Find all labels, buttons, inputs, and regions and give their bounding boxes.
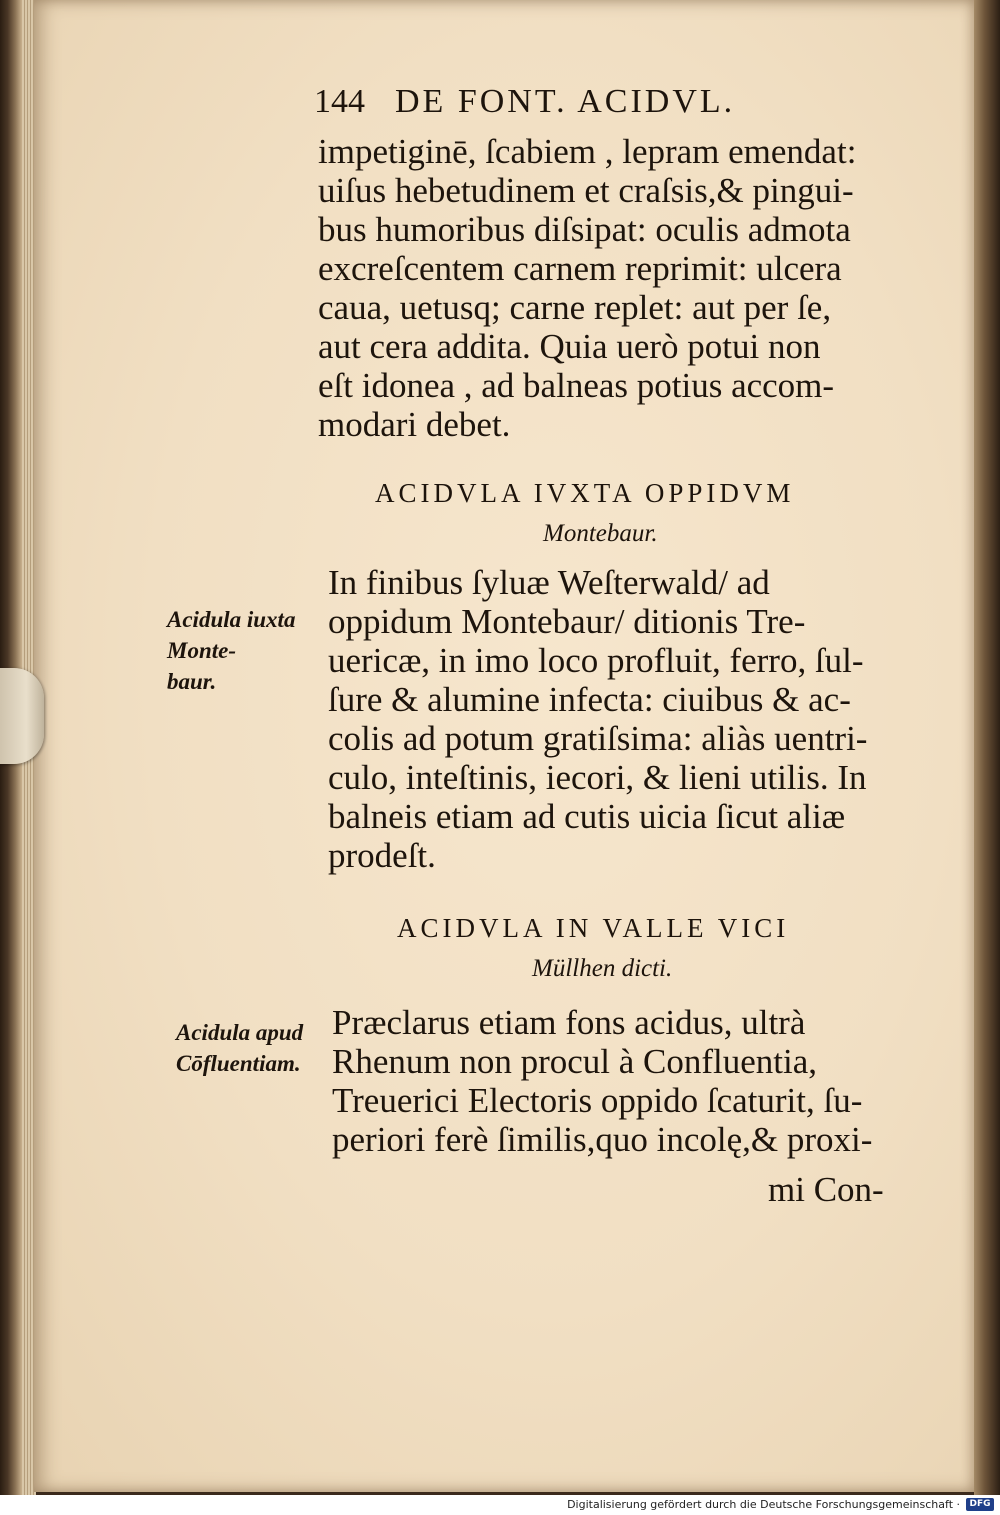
footer-credit: Digitalisierung gefördert durch die Deutsche Forschungsgemeinschaft · <box>567 1498 960 1511</box>
margin-note-line: Cōfluentiam. <box>176 1051 301 1076</box>
text-line: uericæ, in imo loco profluit, ferro, ſul- <box>328 641 864 680</box>
margin-note-line: Acidula iuxta <box>167 607 296 632</box>
section-heading: ACIDVLA IN VALLE VICI <box>397 913 790 943</box>
margin-note <box>176 1017 303 1079</box>
catchword: mi Con- <box>768 1170 884 1209</box>
running-head <box>314 83 735 121</box>
text-line: balneis etiam ad cutis uicia ſicut aliæ <box>328 797 846 836</box>
text-line: In finibus ſyluæ Weſterwald/ ad <box>328 563 770 602</box>
section-subheading: Montebaur. <box>543 520 658 547</box>
text-line: bus humoribus diſsipat: oculis admota <box>318 210 851 249</box>
text-line: impetiginē, ſcabiem , lepram emendat: <box>318 132 857 171</box>
text-line: colis ad potum gratiſsima: aliàs uentri- <box>328 719 868 758</box>
text-line: uiſus hebetudinem et craſsis,& pingui- <box>318 171 854 210</box>
text-line: excreſcentem carnem reprimit: ulcera <box>318 249 842 288</box>
text-block-montebaur <box>328 563 867 875</box>
section-heading: ACIDVLA IVXTA OPPIDVM <box>375 478 795 508</box>
section-subheading: Müllhen dicti. <box>532 955 673 982</box>
text-line: Rhenum non procul à Confluentia, <box>332 1042 818 1081</box>
running-title: DE FONT. ACIDVL. <box>395 83 736 120</box>
text-line: Præclarus etiam fons acidus, ultrà <box>332 1003 806 1042</box>
text-line: prodeſt. <box>328 836 436 875</box>
digitization-footer <box>0 1495 1000 1515</box>
text-block-muellhen <box>332 1003 872 1159</box>
text-line: aut cera addita. Quia uerò potui non <box>318 327 821 366</box>
margin-note <box>167 604 295 697</box>
text-line: oppidum Montebaur/ ditionis Tre- <box>328 602 806 641</box>
page-number: 144 <box>314 83 365 120</box>
margin-note-line: Acidula apud <box>176 1020 304 1045</box>
text-line: caua, uetusq; carne replet: aut per ſe, <box>318 288 832 327</box>
text-line: Treuerici Electoris oppido ſcaturit, ſu- <box>332 1081 863 1120</box>
text-line: ſure & alumine infecta: ciuibus & ac- <box>328 680 851 719</box>
text-line: modari debet. <box>318 405 511 444</box>
text-line: culo, inteſtinis, iecori, & lieni utilis. In <box>328 758 867 797</box>
dfg-logo: DFG <box>966 1498 994 1511</box>
book-clasp <box>0 668 44 764</box>
text-line: eſt idonea , ad balneas potius accom- <box>318 366 835 405</box>
margin-note-line: Monte- <box>167 638 236 663</box>
text-line: periori ferè ſimilis,quo incolę,& proxi- <box>332 1120 873 1159</box>
text-block-continued <box>318 132 856 444</box>
book-right-edge <box>974 0 1000 1495</box>
margin-note-line: baur. <box>167 669 217 694</box>
